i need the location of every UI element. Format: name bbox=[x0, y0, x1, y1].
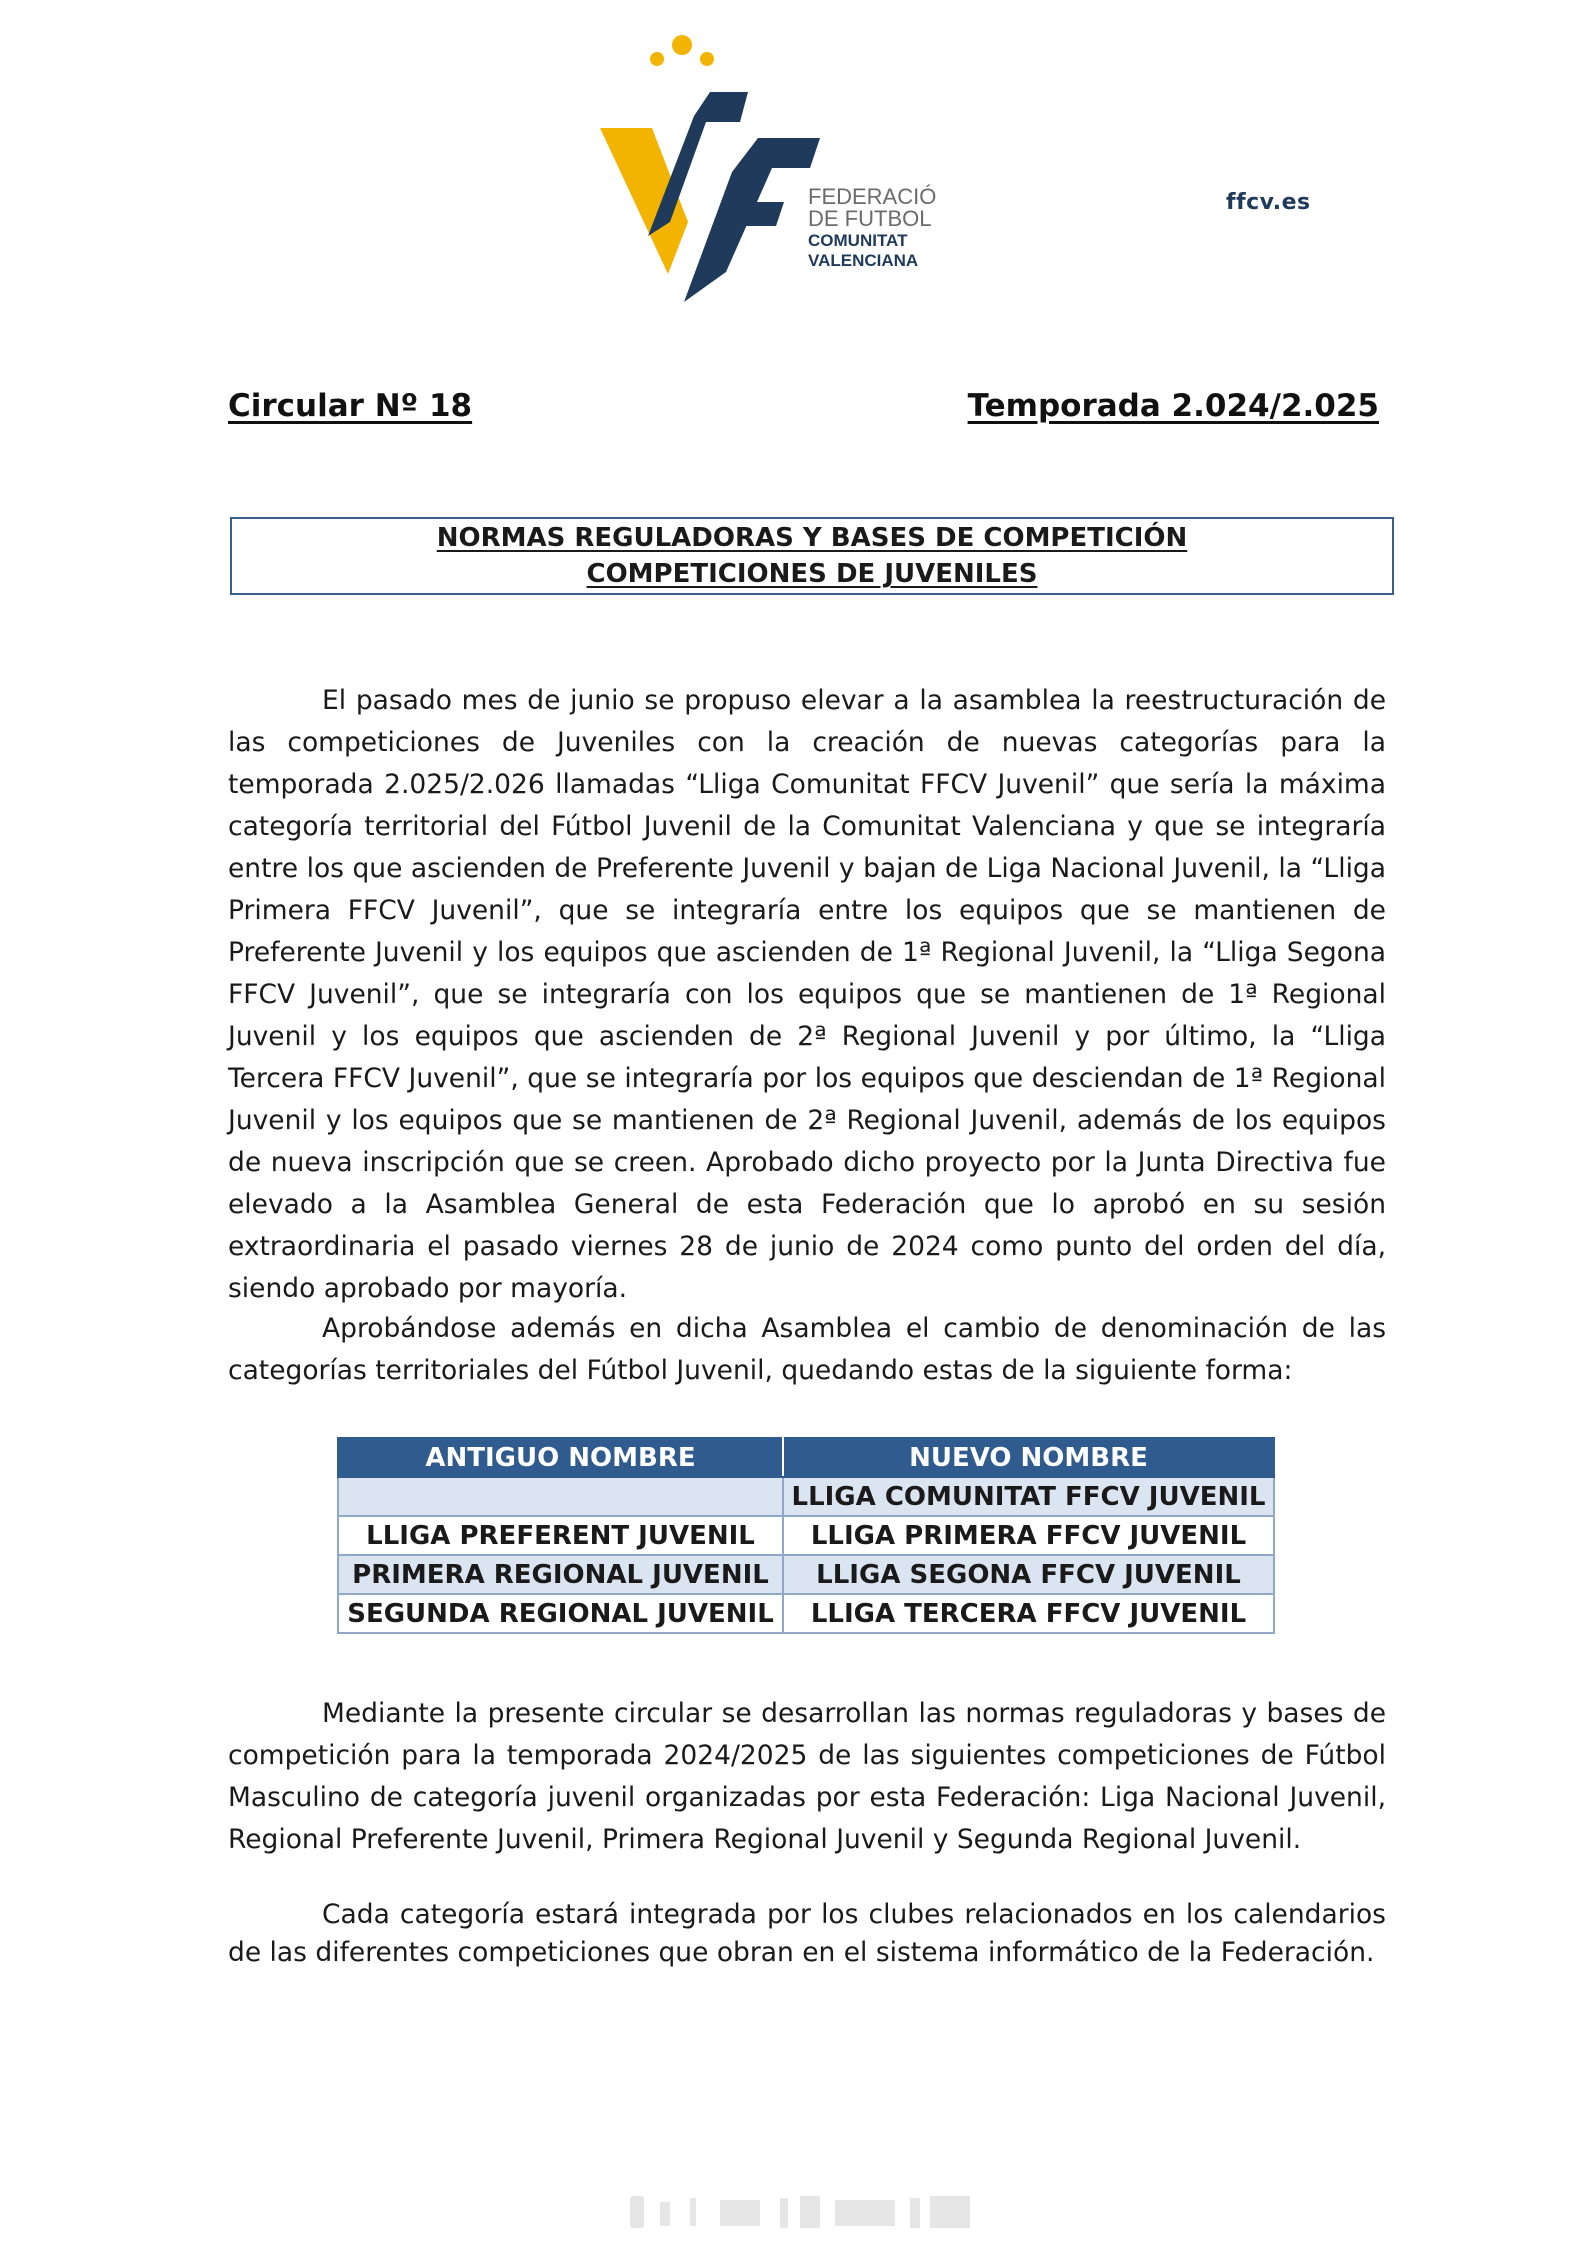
website-label: ffcv.es bbox=[1226, 190, 1311, 215]
table-cell-old: PRIMERA REGIONAL JUVENIL bbox=[338, 1555, 783, 1594]
table-cell-new: LLIGA TERCERA FFCV JUVENIL bbox=[783, 1594, 1274, 1633]
table-cell-old: LLIGA PREFERENT JUVENIL bbox=[338, 1516, 783, 1555]
table-cell-new: LLIGA COMUNITAT FFCV JUVENIL bbox=[783, 1477, 1274, 1516]
table-cell-old bbox=[338, 1477, 783, 1516]
table-row bbox=[338, 1555, 1274, 1594]
body-paragraph-4: Cada categoría estará integrada por los clubes relacionados en los calendarios de las diferentes competiciones que obran en el sistema informático de la Federación. bbox=[228, 1899, 1386, 1968]
circular-number: Circular Nº 18 bbox=[228, 388, 473, 424]
logo-text-line3: COMUNITAT bbox=[808, 231, 908, 250]
category-names-table bbox=[337, 1437, 1275, 1634]
footer-watermark-mark bbox=[630, 2192, 980, 2232]
body-paragraph-1: El pasado mes de junio se propuso elevar a la asamblea la reestructuración de las competiciones de Juveniles con la creación de nuevas categorías para la temporada 2.025/2.026 llamadas “Lliga Comunitat FFCV Juvenil” que sería la máxima categoría territorial del Fútbol Juvenil de la Comunitat Valenciana y que se integraría entre los que ascienden de Preferente Juvenil y bajan de Liga Nacional Juvenil, la “Lliga Primera FFCV Juvenil”, que se integraría entre los equipos que se mantienen de Preferente Juvenil y los equipos que ascienden de 1ª Regional Juvenil, la “Lliga Segona FFCV Juvenil”, que se integraría con los equipos que se mantienen de 1ª Regional Juvenil y los equipos que ascienden de 2ª Regional Juvenil y por último, la “Lliga Tercera FFCV Juvenil”, que se integraría por los equipos que desciendan de 1ª Regional Juvenil y los equipos que se mantienen de 2ª Regional Juvenil, además de los equipos de nueva inscripción que se creen. Aprobado dicho proyecto por la Junta Directiva fue elevado a la Asamblea General de esta Federación que lo aprobó en su sesión extraordinaria el pasado viernes 28 de junio de 2024 como punto del orden del día, siendo aprobado por mayoría. bbox=[228, 685, 1386, 1304]
table-header-row bbox=[338, 1438, 1274, 1477]
table-header-new-name: NUEVO NOMBRE bbox=[783, 1438, 1274, 1477]
logo-dot-center bbox=[672, 35, 692, 55]
table-row bbox=[338, 1594, 1274, 1633]
body-paragraph-3: Mediante la presente circular se desarrollan las normas reguladoras y bases de competición para la temporada 2024/2025 de las siguientes competiciones de Fútbol Masculino de categoría juvenil organizadas por esta Federación: Liga Nacional Juvenil, Regional Preferente Juvenil, Primera Regional Juvenil y Segunda Regional Juvenil. bbox=[228, 1698, 1386, 1855]
table-cell-old: SEGUNDA REGIONAL JUVENIL bbox=[338, 1594, 783, 1633]
document-title-box bbox=[230, 517, 1394, 595]
logo-dot-right bbox=[700, 52, 714, 66]
ffcv-logo bbox=[590, 22, 950, 322]
document-title-line1: NORMAS REGULADORAS Y BASES DE COMPETICIÓN bbox=[436, 523, 1188, 553]
logo-navy-bar bbox=[722, 202, 784, 226]
table-cell-new: LLIGA SEGONA FFCV JUVENIL bbox=[783, 1555, 1274, 1594]
table-row bbox=[338, 1516, 1274, 1555]
logo-text-line4: VALENCIANA bbox=[808, 251, 919, 270]
season-label: Temporada 2.024/2.025 bbox=[967, 388, 1379, 424]
logo-text-line2: DE FUTBOL bbox=[808, 206, 932, 231]
logo-text-line1: FEDERACIÓ bbox=[808, 184, 937, 209]
table-row bbox=[338, 1477, 1274, 1516]
document-title-line2: COMPETICIONES DE JUVENILES bbox=[586, 559, 1038, 589]
logo-dot-left bbox=[650, 52, 664, 66]
table-header-old-name: ANTIGUO NOMBRE bbox=[338, 1438, 783, 1477]
body-paragraph-2: Aprobándose además en dicha Asamblea el cambio de denominación de las categorías territoriales del Fútbol Juvenil, quedando estas de la siguiente forma: bbox=[228, 1313, 1386, 1386]
table-cell-new: LLIGA PRIMERA FFCV JUVENIL bbox=[783, 1516, 1274, 1555]
